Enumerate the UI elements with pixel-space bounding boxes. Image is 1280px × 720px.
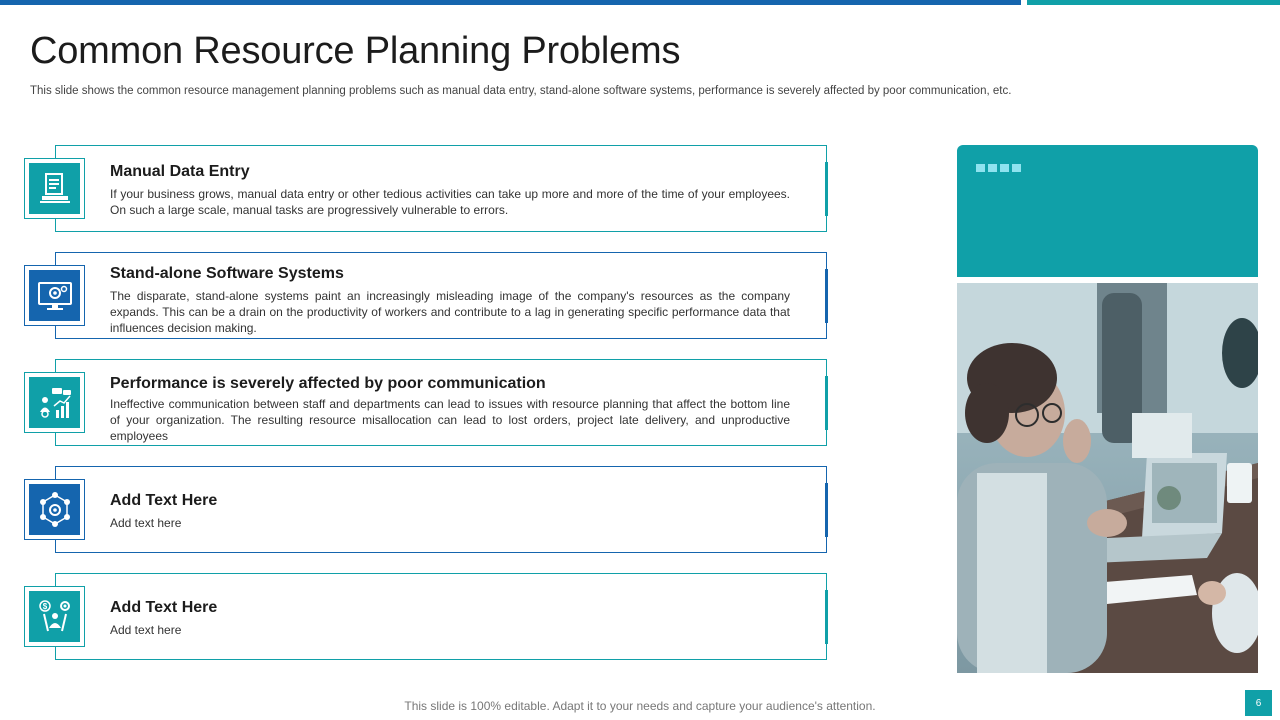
card-title: Stand-alone Software Systems xyxy=(110,265,344,282)
card-description: Add text here xyxy=(110,623,182,637)
card-accent xyxy=(825,483,828,537)
slide-subtitle: This slide shows the common resource management planning problems such as manual data entry, stand-alone software systems, performance is severely affected by poor communication, etc. xyxy=(30,85,1012,97)
card-description: Add text here xyxy=(110,516,182,530)
card-title: Manual Data Entry xyxy=(110,163,250,180)
footer-note: This slide is 100% editable. Adapt it to your needs and capture your audience's attention. xyxy=(404,699,876,713)
document-laptop-icon xyxy=(24,158,85,219)
top-accent-bar-blue xyxy=(0,0,1021,5)
card-description: Ineffective communication between staff and departments can lead to issues with resource planning that affect the bottom line of your organization. The resulting resource misallocation can lead to lost orders, project late delivery, and unproductive employees xyxy=(110,397,790,443)
problem-card-placeholder-1 xyxy=(55,466,827,553)
card-title: Add Text Here xyxy=(110,599,218,616)
problem-card-manual-data-entry xyxy=(55,145,827,232)
card-accent xyxy=(825,376,828,430)
decorative-teal-panel xyxy=(957,145,1258,277)
card-title: Add Text Here xyxy=(110,492,218,509)
card-description: The disparate, stand-alone systems paint an increasingly misleading image of the company's resources as the company expands. This can be a drain on the productivity of workers and contribute to a lag in generating specific performance data that influences decision making. xyxy=(110,289,790,335)
money-gear-person-icon xyxy=(24,586,85,647)
card-title: Performance is severely affected by poor communication xyxy=(110,375,546,392)
card-accent xyxy=(825,590,828,644)
card-accent xyxy=(825,162,828,216)
page-number: 6 xyxy=(1245,690,1272,716)
problem-card-poor-communication xyxy=(55,359,827,446)
team-chart-icon xyxy=(24,372,85,433)
decorative-dots xyxy=(976,164,1021,172)
svg-text:$: $ xyxy=(42,601,47,611)
problem-card-standalone-software xyxy=(55,252,827,339)
monitor-gear-icon xyxy=(24,265,85,326)
network-gear-icon xyxy=(24,479,85,540)
card-accent xyxy=(825,269,828,323)
office-meeting-photo xyxy=(957,283,1258,673)
problem-card-placeholder-2 xyxy=(55,573,827,660)
card-description: If your business grows, manual data entry or other tedious activities can take up more and more of the time of your employees. On such a large scale, manual tasks are progressively vulnerable to errors. xyxy=(110,187,790,217)
top-accent-bar-teal xyxy=(1027,0,1280,5)
slide-title: Common Resource Planning Problems xyxy=(30,30,681,72)
